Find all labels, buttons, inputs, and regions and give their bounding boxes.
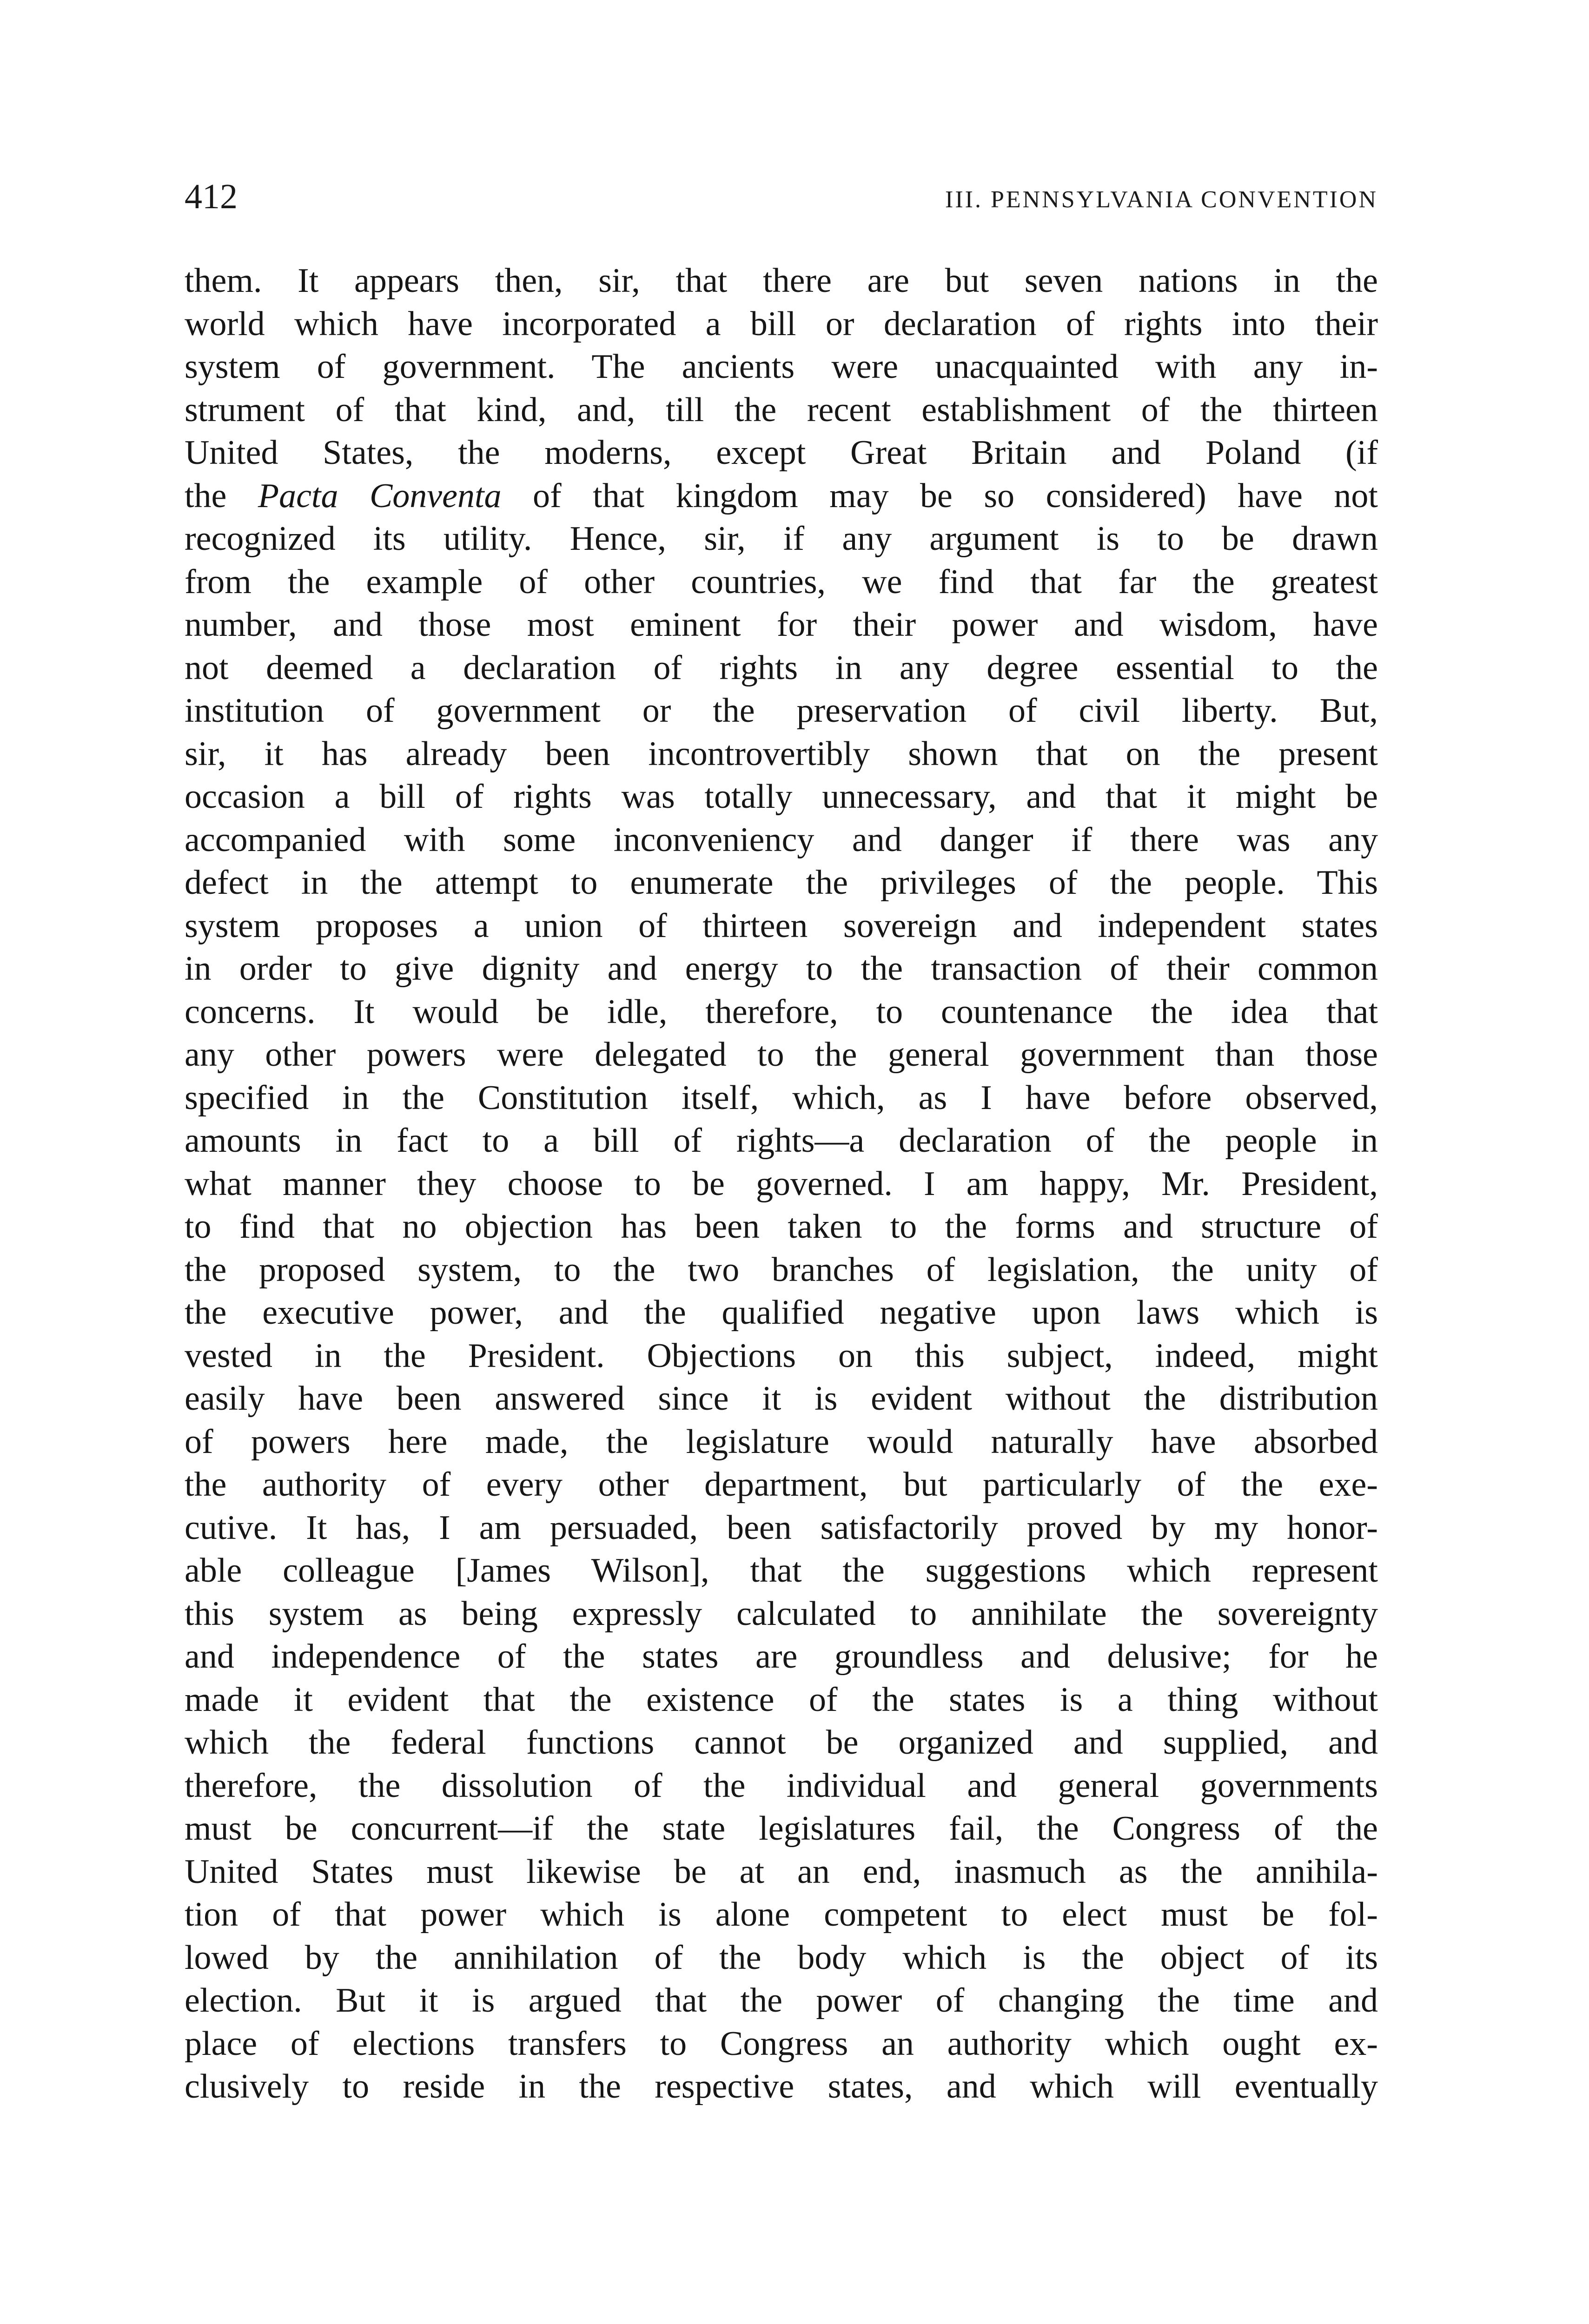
text-line: amounts in fact to a bill of rights—a declaration of the people in <box>185 1122 1378 1160</box>
text-line: in order to give dignity and energy to the transaction of their common <box>185 950 1378 988</box>
text-line: concerns. It would be idle, therefore, to countenance the idea that <box>185 992 1378 1031</box>
text-line: United States, the moderns, except Great Britain and Poland (if <box>185 434 1378 472</box>
text-line: of powers here made, the legislature would naturally have absorbed <box>185 1422 1378 1461</box>
text-line: this system as being expressly calculated to annihilate the sovereignty <box>185 1594 1378 1633</box>
text-line: the proposed system, to the two branches of legislation, the unity of <box>185 1250 1378 1289</box>
text-line: from the example of other countries, we find that far the greatest <box>185 562 1378 601</box>
text-line: specified in the Constitution itself, which, as I have before observed, <box>185 1078 1378 1117</box>
text-line: clusively to reside in the respective states, and which will eventually <box>185 2067 1378 2106</box>
text-line: the authority of every other department, but particularly of the exe- <box>185 1466 1378 1504</box>
text-line-with-italic <box>185 475 1378 518</box>
running-head: III. PENNSYLVANIA CONVENTION <box>945 186 1378 213</box>
text-line: sir, it has already been incontrovertibly shown that on the present <box>185 734 1378 773</box>
text-line: able colleague [James Wilson], that the suggestions which represent <box>185 1552 1378 1590</box>
text-line: which the federal functions cannot be organized and supplied, and <box>185 1723 1378 1762</box>
text-line: place of elections transfers to Congress an authority which ought ex- <box>185 2024 1378 2063</box>
text-fragment: of that kingdom may be so considered) have not <box>501 476 1378 515</box>
text-line: lowed by the annihilation of the body which is the object of its <box>185 1938 1378 1977</box>
text-line: recognized its utility. Hence, sir, if any argument is to be drawn <box>185 520 1378 558</box>
text-line: the executive power, and the qualified negative upon laws which is <box>185 1294 1378 1332</box>
text-line: cutive. It has, I am persuaded, been satisfactorily proved by my honor- <box>185 1508 1378 1547</box>
text-line: and independence of the states are groundless and delusive; for he <box>185 1637 1378 1676</box>
text-line: vested in the President. Objections on this subject, indeed, might <box>185 1336 1378 1375</box>
text-line: system proposes a union of thirteen sovereign and independent states <box>185 906 1378 945</box>
text-line: any other powers were delegated to the general government than those <box>185 1036 1378 1074</box>
text-line: number, and those most eminent for their power and wisdom, have <box>185 606 1378 644</box>
text-line: them. It appears then, sir, that there are but seven nations in the <box>185 262 1378 300</box>
text-line: not deemed a declaration of rights in any degree essential to the <box>185 648 1378 687</box>
text-line: therefore, the dissolution of the individual and general governments <box>185 1766 1378 1805</box>
text-line: defect in the attempt to enumerate the privileges of the people. This <box>185 864 1378 902</box>
text-line: made it evident that the existence of the states is a thing without <box>185 1680 1378 1719</box>
page-number: 412 <box>185 177 238 216</box>
text-line: tion of that power which is alone competent to elect must be fol- <box>185 1895 1378 1934</box>
text-line: must be concurrent—if the state legislatures fail, the Congress of the <box>185 1809 1378 1848</box>
page-header <box>185 176 1378 222</box>
text-line: accompanied with some inconveniency and danger if there was any <box>185 820 1378 859</box>
text-line: institution of government or the preservation of civil liberty. But, <box>185 692 1378 730</box>
text-line: occasion a bill of rights was totally unnecessary, and that it might be <box>185 778 1378 816</box>
text-line: United States must likewise be at an end, inasmuch as the annihila- <box>185 1852 1378 1891</box>
italic-title: Pacta Conventa <box>258 476 502 515</box>
text-line: to find that no objection has been taken to the forms and structure of <box>185 1208 1378 1246</box>
text-line: what manner they choose to be governed. I am happy, Mr. President, <box>185 1164 1378 1203</box>
text-line: system of government. The ancients were unacquainted with any in- <box>185 348 1378 386</box>
text-line: easily have been answered since it is evident without the distribution <box>185 1380 1378 1418</box>
body-text <box>185 259 1378 2108</box>
text-line: strument of that kind, and, till the recent establishment of the thirteen <box>185 390 1378 429</box>
text-line: world which have incorporated a bill or declaration of rights into their <box>185 304 1378 343</box>
text-fragment: the <box>185 476 258 515</box>
text-line: election. But it is argued that the power of changing the time and <box>185 1981 1378 2020</box>
